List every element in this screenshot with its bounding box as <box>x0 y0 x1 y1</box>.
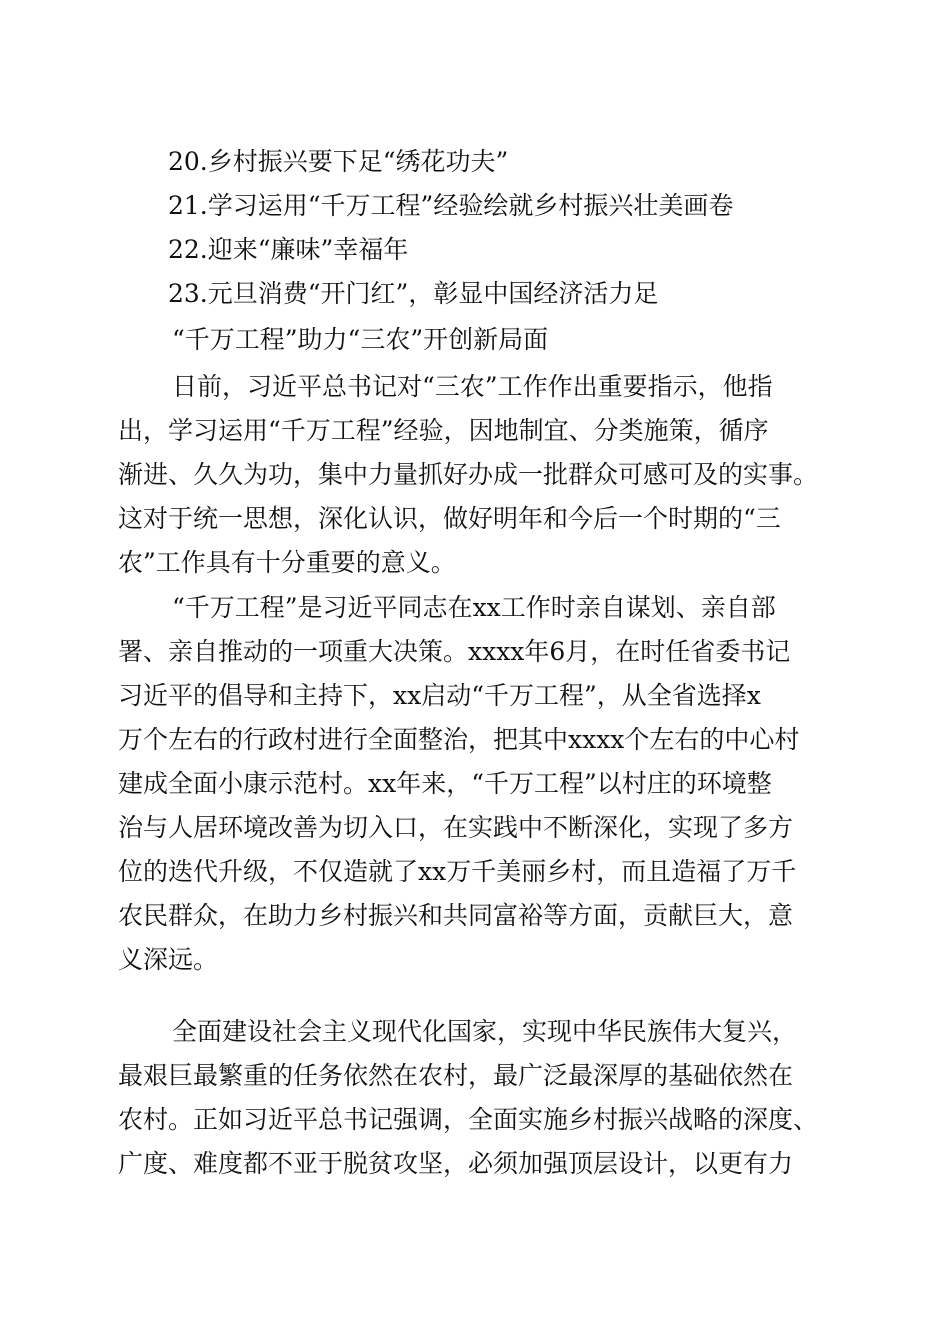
paragraph-line: 出，学习运用“千万工程”经验，因地制宜、分类施策，循序 <box>118 416 769 445</box>
paragraph-line: 渐进、久久为功，集中力量抓好办成一批群众可感可及的实事。 <box>118 460 819 489</box>
paragraph-line: 位的迭代升级，不仅造就了xx万千美丽乡村，而且造福了万千 <box>118 857 797 886</box>
paragraph-line: 治与人居环境改善为切入口，在实践中不断深化，实现了多方 <box>118 813 794 842</box>
paragraph-line: 习近平的倡导和主持下，xx启动“千万工程”，从全省选择x <box>118 681 761 710</box>
paragraph-line: 署、亲自推动的一项重大决策。xxxx年6月，在时任省委书记 <box>118 637 791 666</box>
paragraph-line: 这对于统一思想，深化认识，做好明年和今后一个时期的“三 <box>118 504 781 533</box>
paragraph-line: 日前，习近平总书记对“三农”工作作出重要指示，他指 <box>172 372 773 401</box>
list-item: 20.乡村振兴要下足“绣花功夫” <box>168 147 509 176</box>
paragraph-line: 广度、难度都不亚于脱贫攻坚，必须加强顶层设计，以更有力 <box>118 1149 794 1178</box>
paragraph-line: 义深远。 <box>118 945 219 974</box>
paragraph-line: 建成全面小康示范村。xx年来，“千万工程”以村庄的环境整 <box>118 769 772 798</box>
paragraph-line: 农民群众，在助力乡村振兴和共同富裕等方面，贡献巨大，意 <box>118 901 794 930</box>
paragraph-1 <box>118 365 838 585</box>
article-title-list <box>168 140 848 316</box>
paragraph-2 <box>118 586 838 982</box>
list-item: 22.迎来“廉味”幸福年 <box>168 235 409 264</box>
paragraph-3 <box>118 1010 838 1186</box>
paragraph-line: “千万工程”是习近平同志在xx工作时亲自谋划、亲自部 <box>172 593 776 622</box>
paragraph-line: 最艰巨最繁重的任务依然在农村，最广泛最深厚的基础依然在 <box>118 1061 794 1090</box>
article-title: “千万工程”助力“三农”开创新局面 <box>172 325 549 354</box>
paragraph-line: 全面建设社会主义现代化国家，实现中华民族伟大复兴， <box>172 1017 798 1046</box>
list-item: 23.元旦消费“开门红”，彰显中国经济活力足 <box>168 279 659 308</box>
paragraph-line: 农村。正如习近平总书记强调，全面实施乡村振兴战略的深度、 <box>118 1105 819 1134</box>
paragraph-line: 农”工作具有十分重要的意义。 <box>118 548 456 577</box>
list-item: 21.学习运用“千万工程”经验绘就乡村振兴壮美画卷 <box>168 191 734 220</box>
paragraph-line: 万个左右的行政村进行全面整治，把其中xxxx个左右的中心村 <box>118 725 800 754</box>
